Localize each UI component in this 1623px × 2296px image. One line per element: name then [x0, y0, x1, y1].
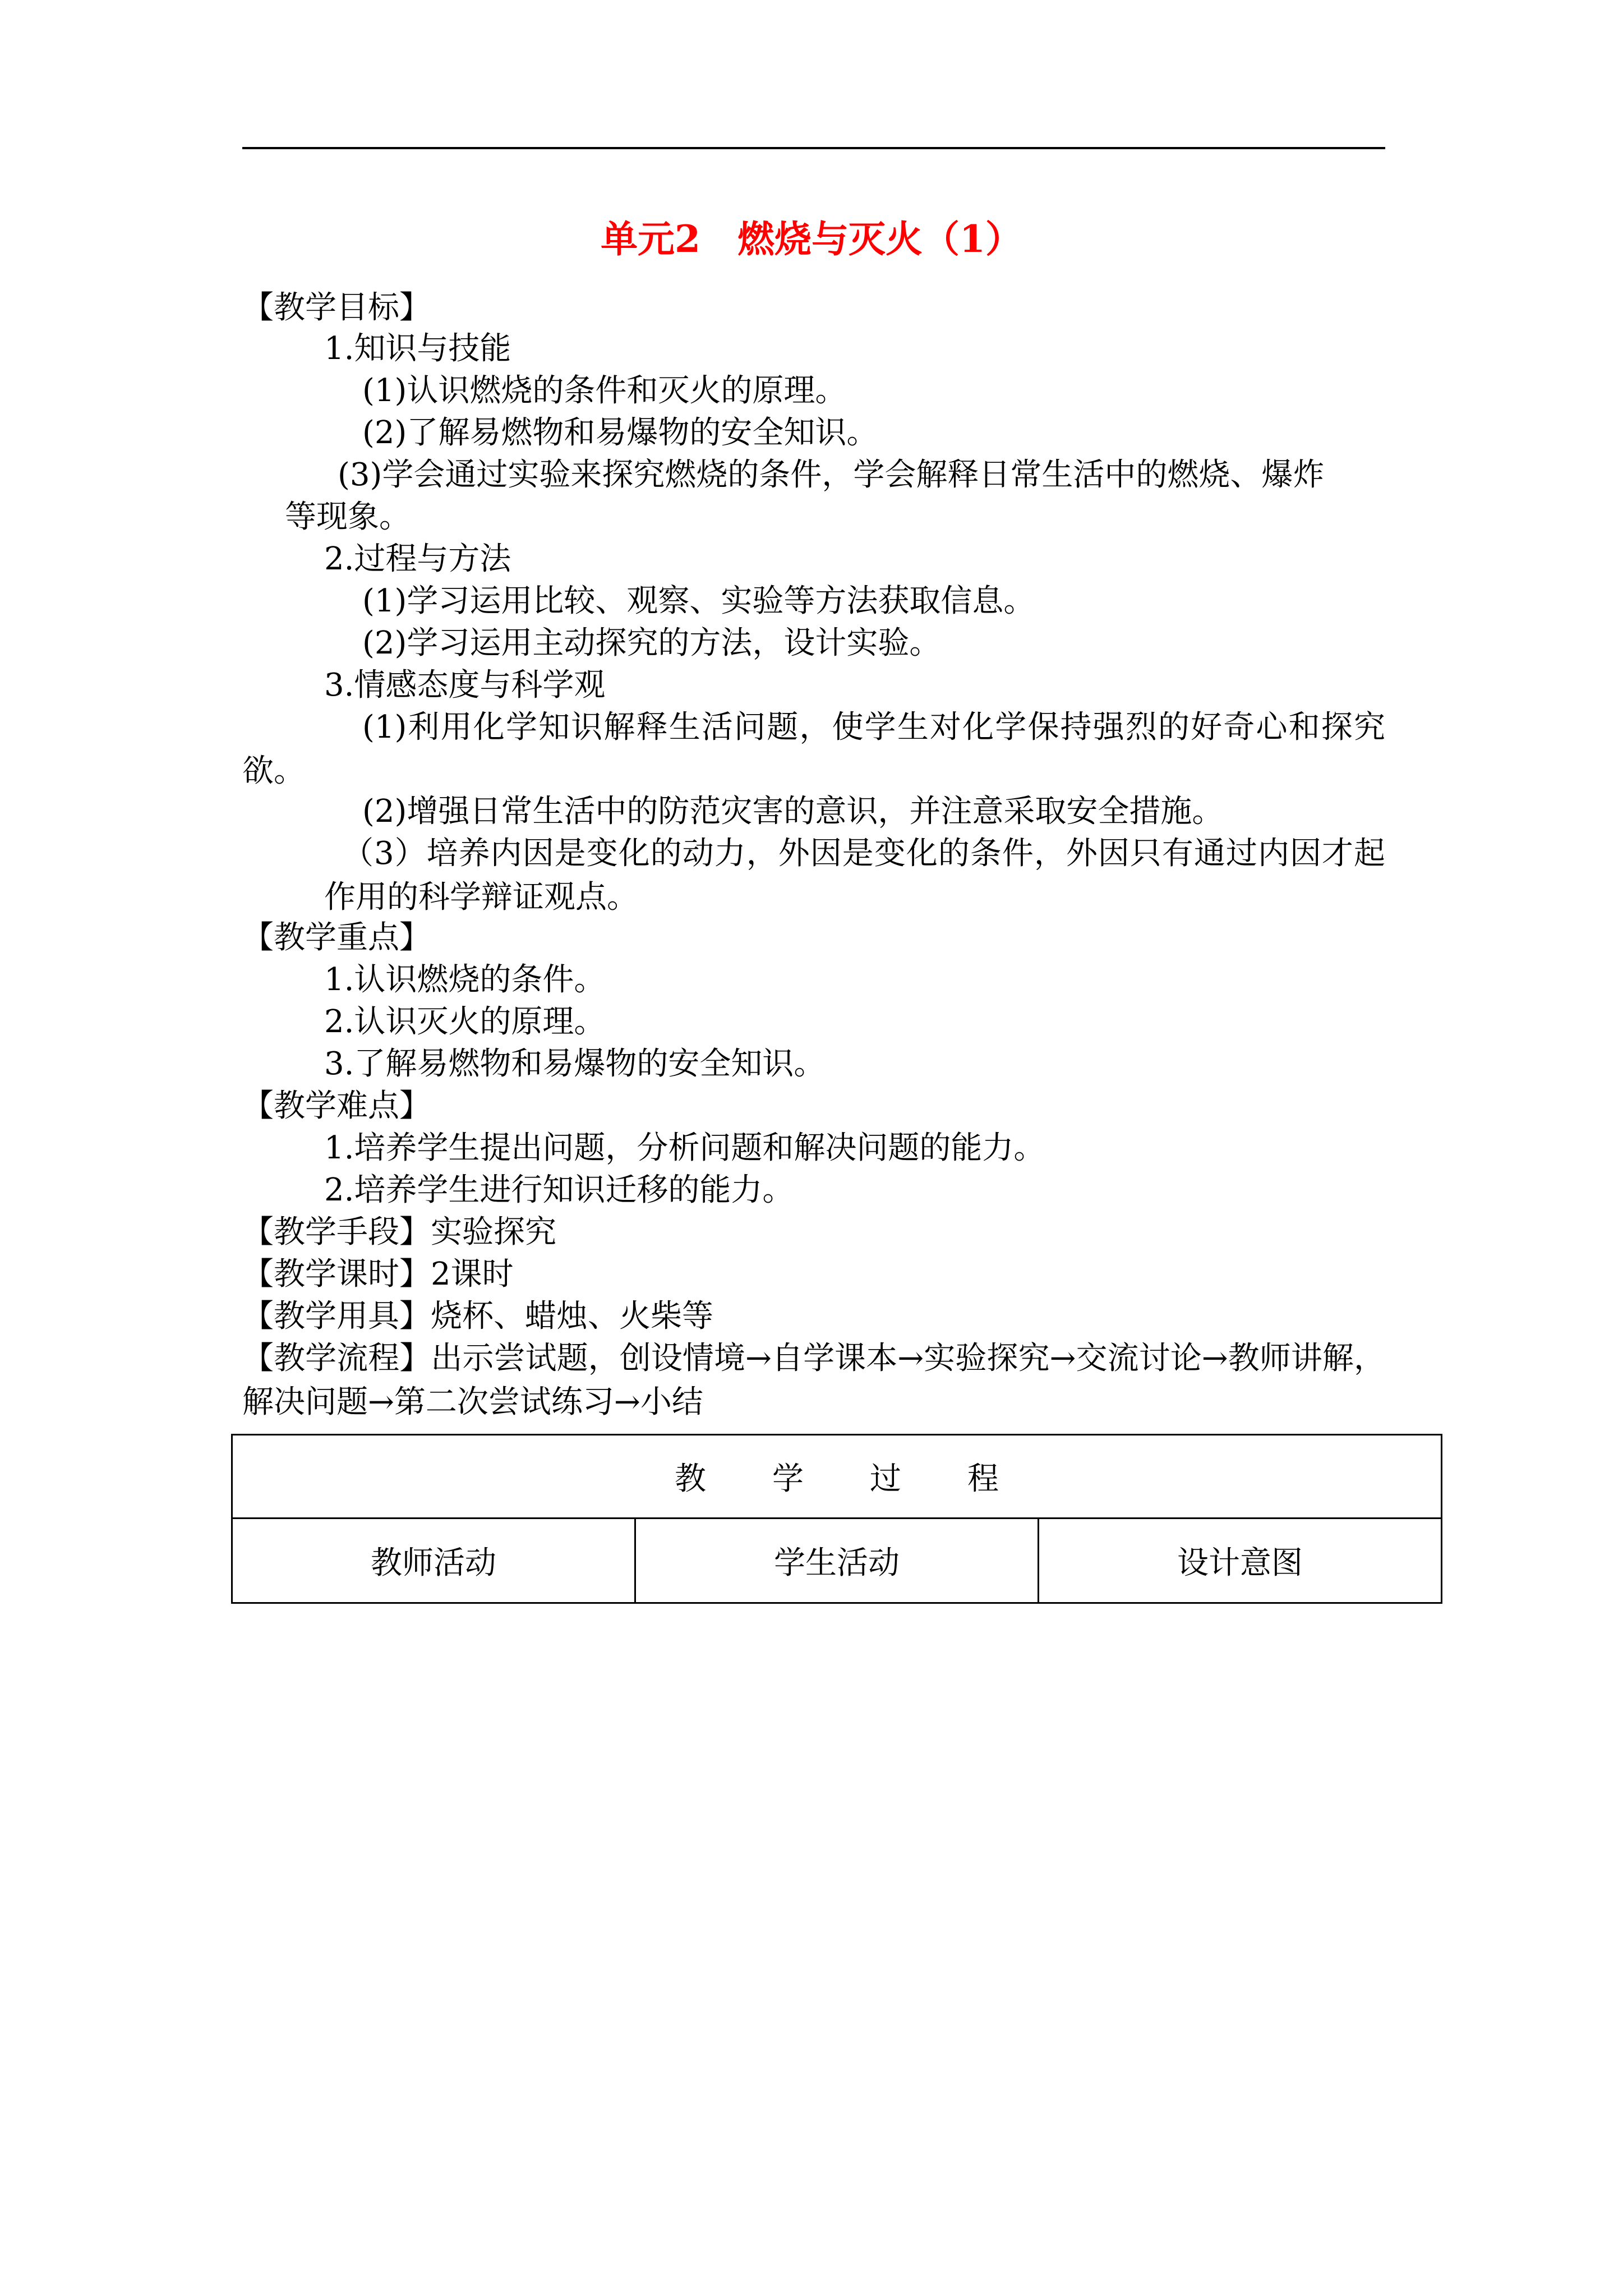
key-points-heading: 【教学重点】: [242, 919, 431, 956]
knowledge-item: 等现象。: [285, 499, 411, 535]
column-header-intent: 设计意图: [1039, 1519, 1442, 1603]
teaching-method: 【教学手段】实验探究: [242, 1214, 556, 1250]
teaching-tools: 【教学用具】烧杯、蜡烛、火柴等: [242, 1298, 713, 1335]
table-row: [232, 1519, 1442, 1603]
column-header-teacher: 教师活动: [232, 1519, 635, 1603]
key-point-item: 1.认识燃烧的条件。: [324, 961, 606, 998]
difficulty-item: 1.培养学生提出问题，分析问题和解决问题的能力。: [324, 1130, 1045, 1166]
teaching-flow: 【教学流程】出示尝试题，创设情境→自学课本→实验探究→交流讨论→教师讲解，解决问题→第二次尝试练习→小结: [242, 1340, 1386, 1420]
knowledge-item: (1)认识燃烧的条件和灭火的原理。: [362, 372, 847, 409]
key-point-item: 3.了解易燃物和易爆物的安全知识。: [324, 1046, 826, 1082]
process-item: (2)学习运用主动探究的方法，设计实验。: [362, 625, 941, 661]
objectives-heading: 【教学目标】: [242, 289, 431, 326]
teaching-hours: 【教学课时】2课时: [242, 1256, 514, 1292]
header-rule: [242, 147, 1385, 149]
attitude-heading: 3.情感态度与科学观: [324, 667, 606, 703]
attitude-item: (2)增强日常生活中的防范灾害的意识，并注意采取安全措施。: [362, 793, 1224, 830]
attitude-item: （3）培养内因是变化的动力，外因是变化的条件，外因只有通过内因才起作用的科学辩证观点。: [324, 835, 1385, 915]
page-title: 单元2 燃烧与灭火（1）: [601, 217, 1022, 261]
knowledge-item: (2)了解易燃物和易爆物的安全知识。: [362, 415, 878, 451]
difficulties-heading: 【教学难点】: [242, 1088, 431, 1124]
knowledge-heading: 1.知识与技能: [324, 330, 511, 367]
teaching-process-table: [231, 1434, 1442, 1604]
difficulty-item: 2.培养学生进行知识迁移的能力。: [324, 1172, 794, 1208]
attitude-item: (1)利用化学知识解释生活问题，使学生对化学保持强烈的好奇心和探究欲。: [242, 709, 1385, 789]
table-header-row: [232, 1435, 1442, 1519]
knowledge-item: (3)学会通过实验来探究燃烧的条件，学会解释日常生活中的燃烧、爆炸: [338, 457, 1325, 493]
process-heading: 2.过程与方法: [324, 541, 511, 577]
key-point-item: 2.认识灭火的原理。: [324, 1004, 606, 1040]
table-header: 教学过程: [675, 1461, 1065, 1497]
table-header-cell: [232, 1435, 1442, 1519]
process-item: (1)学习运用比较、观察、实验等方法获取信息。: [362, 583, 1035, 619]
column-header-student: 学生活动: [635, 1519, 1039, 1603]
